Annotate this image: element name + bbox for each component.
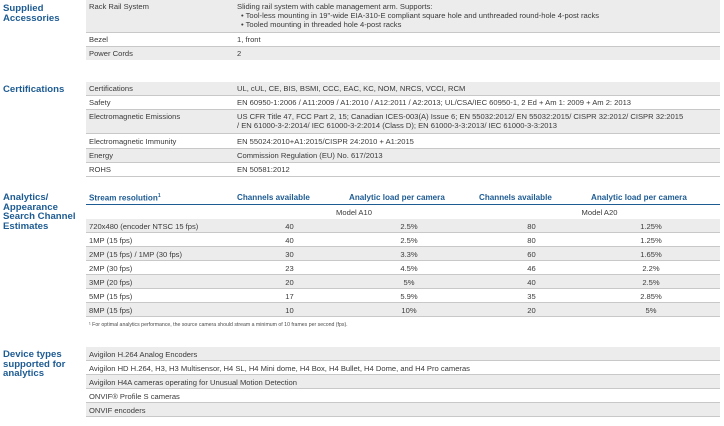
analytics-row bbox=[86, 275, 720, 288]
cell-channels-a: 40 bbox=[285, 222, 294, 231]
cell-load-a: 4.5% bbox=[400, 264, 418, 273]
supplied-title-line1: Supplied bbox=[3, 3, 44, 14]
analytics-row bbox=[86, 233, 720, 246]
header-channels-a: Channels available bbox=[237, 193, 310, 202]
model-row bbox=[86, 205, 720, 218]
row-value: EN 50581:2012 bbox=[237, 165, 290, 174]
device-item-label: ONVIF encoders bbox=[89, 406, 146, 415]
analytics-row bbox=[86, 289, 720, 302]
analytics-title-line3: Search Channel bbox=[3, 211, 76, 223]
header-load-b: Analytic load per camera bbox=[591, 193, 687, 202]
analytics-row bbox=[86, 219, 720, 232]
cert-row-emissions bbox=[86, 110, 720, 133]
cert-row-immunity bbox=[86, 134, 720, 148]
row-value-line3: • Tooled mounting in threaded hole 4-post racks bbox=[241, 20, 402, 29]
row-value: 2 bbox=[237, 49, 242, 58]
cell-channels-b: 46 bbox=[527, 264, 536, 273]
divider bbox=[86, 176, 720, 177]
cell-resolution: 5MP (15 fps) bbox=[89, 292, 133, 301]
analytics-row bbox=[86, 247, 720, 260]
analytics-footnote: ¹ For optimal analytics performance, the source camera should stream a minimum of 10 frames per second (fps). bbox=[89, 322, 348, 328]
cell-channels-a: 20 bbox=[285, 278, 294, 287]
row-value-line1: US CFR Title 47, FCC Part 2, 15; Canadian ICES-003(A) Issue 6; EN 55032:2012/ EN 55032:2015/ CISPR 32:2012/ CISPR 32:2015 bbox=[237, 112, 684, 121]
cell-channels-a: 40 bbox=[285, 236, 294, 245]
model-b-label: Model A20 bbox=[581, 208, 618, 217]
cell-load-b: 1.25% bbox=[640, 222, 662, 231]
device-list-item bbox=[86, 389, 720, 402]
cell-load-a: 5.9% bbox=[400, 292, 418, 301]
row-label: Safety bbox=[89, 98, 111, 107]
row-value-line2: / EN 61000-3-2:2014/ IEC 61000-3-2:2014 (Class D); EN 61000-3-3:2013/ IEC 61000-3-3:2013 bbox=[237, 121, 557, 130]
cell-resolution: 1MP (15 fps) bbox=[89, 236, 133, 245]
certifications-title: Certifications bbox=[3, 84, 65, 95]
device-title-line1: Device types bbox=[3, 349, 62, 360]
cert-row-certifications bbox=[86, 82, 720, 95]
row-label: Rack Rail System bbox=[89, 2, 149, 11]
header-load-a: Analytic load per camera bbox=[349, 193, 445, 202]
row-value-line2: • Tool-less mounting in 19"-wide EIA-310-E compliant square hole and unthreaded round-hole 4-post racks bbox=[241, 11, 600, 20]
row-value: EN 60950-1:2006 / A11:2009 / A1:2010 / A12:2011 / A2:2013; UL/CSA/IEC 60950-1, 2 Ed + Am 1: 2009 + Am 2: 2013 bbox=[237, 98, 632, 107]
cell-resolution: 8MP (15 fps) bbox=[89, 306, 133, 315]
cell-channels-b: 40 bbox=[527, 278, 536, 287]
model-a-label: Model A10 bbox=[336, 208, 372, 217]
supplied-title-line2: Accessories bbox=[3, 12, 60, 24]
device-title-line3: analytics bbox=[3, 368, 45, 380]
cell-load-a: 5% bbox=[403, 278, 415, 287]
device-title-line2: supported for bbox=[3, 358, 66, 370]
device-item-label: Avigilon H.264 Analog Encoders bbox=[89, 350, 198, 359]
analytics-title-line4: Estimates bbox=[3, 220, 49, 232]
row-label: Power Cords bbox=[89, 49, 133, 58]
supplied-row-bezel bbox=[86, 33, 720, 46]
cell-channels-b: 60 bbox=[527, 250, 536, 259]
cell-load-a: 2.5% bbox=[400, 236, 418, 245]
cell-load-b: 1.25% bbox=[640, 236, 662, 245]
device-list-item bbox=[86, 347, 720, 360]
cell-load-a: 3.3% bbox=[400, 250, 418, 259]
cell-channels-a: 23 bbox=[285, 264, 294, 273]
cell-channels-a: 17 bbox=[285, 292, 294, 301]
device-item-label: ONVIF® Profile S cameras bbox=[89, 392, 180, 401]
analytics-header-row bbox=[86, 191, 720, 204]
analytics-title-line1: Analytics/ bbox=[3, 192, 49, 203]
cell-load-b: 2.2% bbox=[642, 264, 660, 273]
cell-channels-b: 35 bbox=[527, 292, 536, 301]
row-value: Commission Regulation (EU) No. 617/2013 bbox=[237, 151, 383, 160]
header-stream-resolution: Stream resolution$^1$ bbox=[89, 193, 161, 203]
row-label: ROHS bbox=[89, 165, 111, 174]
cell-load-b: 1.65% bbox=[640, 250, 662, 259]
analytics-title bbox=[3, 193, 76, 231]
device-list-item bbox=[86, 375, 720, 388]
footnote-mark: 1 bbox=[157, 193, 161, 199]
cell-load-b: 2.85% bbox=[640, 292, 662, 301]
cert-row-rohs bbox=[86, 163, 720, 176]
row-value-line1: Sliding rail system with cable management arm. Supports: bbox=[237, 2, 433, 11]
device-list-item bbox=[86, 403, 720, 416]
cell-resolution: 3MP (20 fps) bbox=[89, 278, 133, 287]
cell-load-a: 2.5% bbox=[400, 222, 418, 231]
cell-channels-b: 20 bbox=[527, 306, 536, 315]
cell-resolution: 2MP (30 fps) bbox=[89, 264, 133, 273]
cell-channels-a: 10 bbox=[285, 306, 294, 315]
cert-row-safety bbox=[86, 96, 720, 109]
row-label: Electromagnetic Emissions bbox=[89, 112, 181, 121]
device-item-label: Avigilon HD H.264, H3, H3 Multisensor, H4 SL, H4 Mini dome, H4 Box, H4 Bullet, H4 Dome, and H4 Pro cameras bbox=[89, 364, 470, 373]
row-value: EN 55024:2010+A1:2015/CISPR 24:2010 + A1:2015 bbox=[237, 137, 414, 146]
cell-load-b: 5% bbox=[645, 306, 657, 315]
row-label: Energy bbox=[89, 151, 114, 160]
cell-resolution: 2MP (15 fps) / 1MP (30 fps) bbox=[89, 250, 182, 259]
cell-channels-b: 80 bbox=[527, 236, 536, 245]
row-label: Certifications bbox=[89, 84, 133, 93]
header-channels-b: Channels available bbox=[479, 193, 552, 202]
cell-channels-b: 80 bbox=[527, 222, 536, 231]
supplied-row-rack-rail bbox=[86, 0, 720, 32]
divider bbox=[86, 316, 720, 317]
cell-load-b: 2.5% bbox=[642, 278, 660, 287]
cell-resolution: 720x480 (encoder NTSC 15 fps) bbox=[89, 222, 199, 231]
supplied-accessories-title bbox=[3, 4, 60, 23]
supplied-row-power-cords bbox=[86, 47, 720, 60]
analytics-row bbox=[86, 303, 720, 316]
cert-row-energy bbox=[86, 149, 720, 162]
row-label: Electromagnetic Immunity bbox=[89, 137, 177, 146]
row-value: UL, cUL, CE, BIS, BSMI, CCC, EAC, KC, NOM, NRCS, VCCI, RCM bbox=[237, 84, 466, 93]
analytics-title-line2: Appearance bbox=[3, 201, 58, 213]
analytics-row bbox=[86, 261, 720, 274]
cell-load-a: 10% bbox=[401, 306, 417, 315]
row-label: Bezel bbox=[89, 35, 108, 44]
device-list-item bbox=[86, 361, 720, 374]
divider bbox=[86, 416, 720, 417]
device-item-label: Avigilon H4A cameras operating for Unusual Motion Detection bbox=[89, 378, 297, 387]
row-value: 1, front bbox=[237, 35, 261, 44]
cell-channels-a: 30 bbox=[285, 250, 294, 259]
device-types-title bbox=[3, 350, 65, 379]
